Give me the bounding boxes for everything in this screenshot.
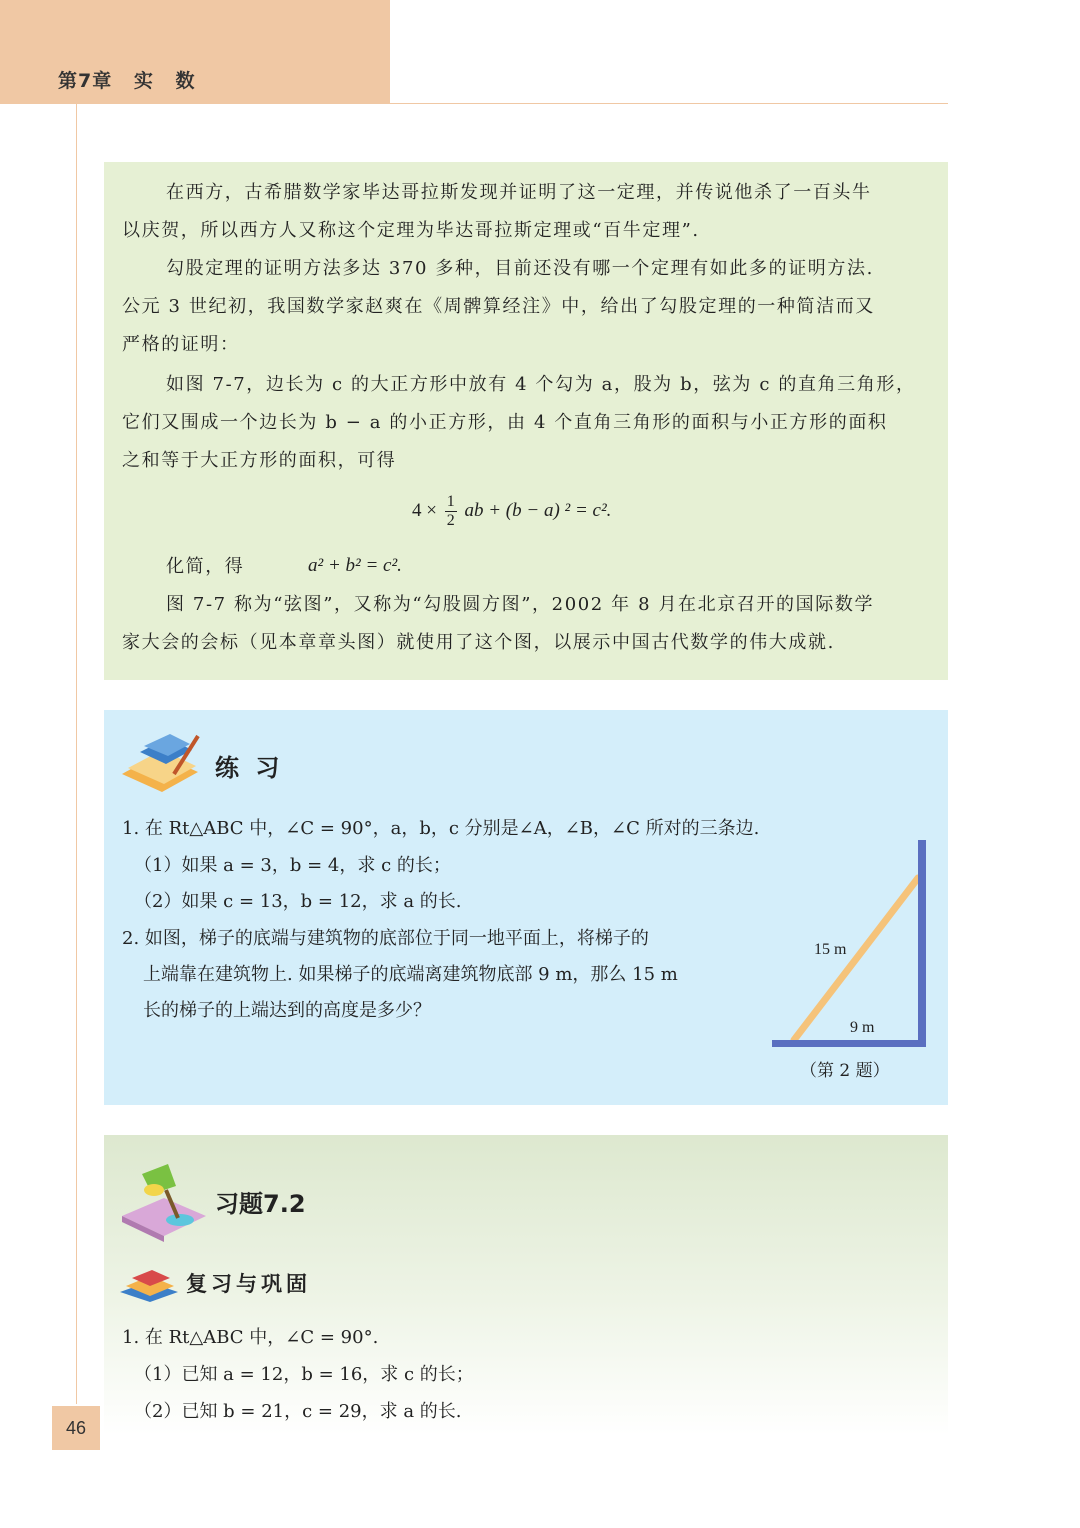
figure-caption: （第 2 题） xyxy=(800,1061,890,1081)
fraction-one-half xyxy=(445,493,457,530)
homework-q1: 1. 在 Rt△ABC 中，∠C = 90°. xyxy=(122,1327,379,1348)
paragraph-3-line-1: 如图 7-7，边长为 c 的大正方形中放有 4 个勾为 a，股为 b，弦为 c 的直角三角形， xyxy=(166,374,916,395)
paragraph-4-line-1: 图 7-7 称为“弦图”，又称为“勾股圆方图”，2002 年 8 月在北京召开的国际数学 xyxy=(166,594,875,615)
paragraph-2-line-3: 严格的证明： xyxy=(122,334,240,355)
exercise-title: 练 习 xyxy=(215,754,284,782)
page-number: 46 xyxy=(65,1418,87,1438)
review-subtitle: 复习与巩固 xyxy=(186,1272,311,1296)
formula-area-sum xyxy=(412,493,611,530)
exercise-q1-part2: （2）如果 c = 13，b = 12，求 a 的长. xyxy=(134,891,462,912)
exercise-q1: 1. 在 Rt△ABC 中，∠C = 90°，a，b，c 分别是∠A，∠B，∠C 所对的三条边. xyxy=(122,818,760,839)
base-distance-label: 9 m xyxy=(850,1019,875,1036)
simplify-label: 化简，得 xyxy=(166,556,245,577)
formula-remainder: ab + (b − a) ² = c². xyxy=(464,499,612,521)
exercise-q2-line3: 长的梯子的上端达到的高度是多少？ xyxy=(143,1000,431,1021)
chapter-title xyxy=(58,66,210,93)
header-rule xyxy=(0,103,948,104)
chapter-title-char-2: 数 xyxy=(175,70,196,92)
building-wall xyxy=(918,840,926,1046)
formula-pythagorean: a² + b² = c². xyxy=(308,555,402,576)
exercise-q2-line1: 2. 如图，梯子的底端与建筑物的底部位于同一地平面上，将梯子的 xyxy=(122,928,649,949)
exercise-books-icon xyxy=(118,730,204,792)
chapter-number: 第7章 xyxy=(58,70,113,92)
fraction-denominator: 2 xyxy=(446,512,455,529)
ground-line xyxy=(772,1040,926,1047)
homework-title: 习题7.2 xyxy=(215,1190,306,1218)
fraction-numerator: 1 xyxy=(446,493,455,510)
ladder-length-label: 15 m xyxy=(814,941,847,958)
paragraph-4-line-2: 家大会的会标（见本章章头图）就使用了这个图，以展示中国古代数学的伟大成就. xyxy=(122,632,835,653)
ladder-figure xyxy=(768,838,930,1050)
chapter-title-char-1: 实 xyxy=(133,70,154,92)
homework-q1-part2: （2）已知 b = 21，c = 29，求 a 的长. xyxy=(134,1401,462,1422)
formula-coefficient: 4 × xyxy=(412,499,437,521)
exercise-q1-part1: （1）如果 a = 3，b = 4，求 c 的长； xyxy=(134,855,451,876)
books-stack-icon xyxy=(118,1268,180,1302)
paragraph-3-line-2: 它们又围成一个边长为 b − a 的小正方形，由 4 个直角三角形的面积与小正方形的面积 xyxy=(122,412,888,433)
paragraph-1-line-1: 在西方，古希腊数学家毕达哥拉斯发现并证明了这一定理，并传说他杀了一百头牛 xyxy=(166,182,872,203)
paragraph-2-line-2: 公元 3 世纪初，我国数学家赵爽在《周髀算经注》中，给出了勾股定理的一种简洁而又 xyxy=(122,296,875,317)
paragraph-3-line-3: 之和等于大正方形的面积，可得 xyxy=(122,450,397,471)
desk-lamp-icon xyxy=(118,1160,210,1244)
paragraph-2-line-1: 勾股定理的证明方法多达 370 多种，目前还没有哪一个定理有如此多的证明方法. xyxy=(166,258,874,279)
exercise-q2-line2: 上端靠在建筑物上. 如果梯子的底端离建筑物底部 9 m，那么 15 m xyxy=(143,964,678,985)
paragraph-1-line-2: 以庆贺，所以西方人又称这个定理为毕达哥拉斯定理或“百牛定理”. xyxy=(122,220,700,241)
homework-q1-part1: （1）已知 a = 12，b = 16，求 c 的长； xyxy=(134,1364,474,1385)
margin-rule xyxy=(76,104,77,1404)
